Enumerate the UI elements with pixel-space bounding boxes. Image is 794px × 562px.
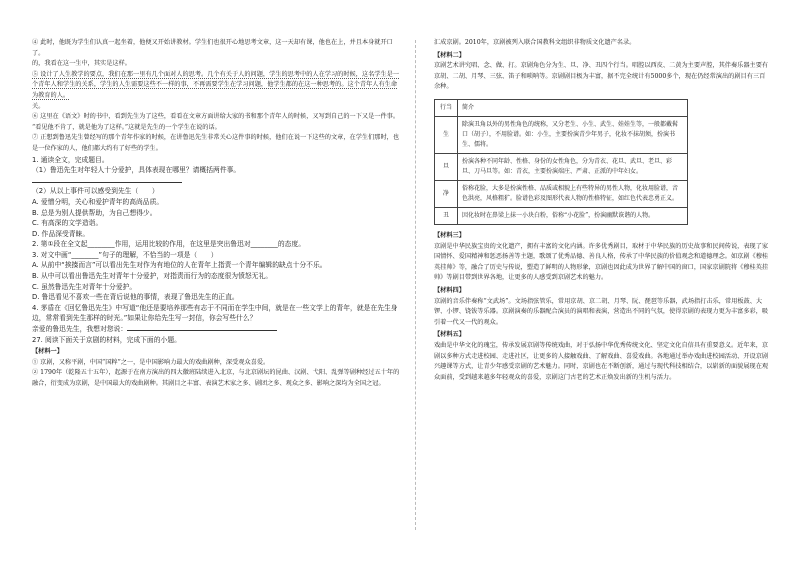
question-2: 2. 第①段在全文起________作用，运用比较的作用，在这里是突出鲁迅对________的态度。 (32, 240, 306, 249)
para-4-cont: 的，我看在这一生中，其实是这样。 (32, 60, 131, 68)
table-header-row (435, 99, 688, 116)
material-2-para: 京剧艺术讲究唱、念、做、打。京剧角色分为生、旦、净、丑四个行当。唱腔以西皮、二黄为主要声腔，其伴奏乐器主要有京胡、二胡、月琴、三弦、笛子和唢呐等。京剧剧目极为丰富，据不完全统计有5000多个，现在仍经常演出的剧目有三百余种。 (434, 62, 769, 91)
material-5-heading: 【材料五】 (434, 331, 465, 339)
material-2-heading: 【材料二】 (434, 51, 465, 59)
material-5-para: 戏曲是中华文化的瑰宝，传承发展京剧等传统戏曲，对于弘扬中华优秀传统文化、坚定文化自信具有重要意义。近年来，京剧以多种方式走进校园、走进社区，让更多的人接触戏曲、了解戏曲、喜爱戏曲。各地通过举办戏曲进校园活动、开设京剧兴趣课等方式，让青少年感受京剧的艺术魅力。同时，京剧也在不断创新，通过与现代科技相结合，以崭新的面貌展现在观众面前，受到越来越多年轻观众的喜爱，京剧这门古老的艺术正焕发出新的生机与活力。 (434, 341, 769, 381)
material-3-heading: 【材料三】 (434, 231, 465, 239)
question-3-a: A. 从前中“挨揍而言”可以看出先生对作为有地位的人在青年上指责一个青年编辑的缺点十分不乐。 (32, 261, 327, 270)
question-4: 4. 茅盾在《回忆鲁迅先生》中写道“他还是要培养那些有志于不同而在学生中间，就是在一些文学上的青年，就是在先生身边，常常看到先生那样的时光。”如果让你给先生写一封信，你会写些什么？ (32, 303, 398, 323)
table-cell-role: 生 (435, 116, 458, 153)
answer-line-1[interactable] (32, 176, 400, 187)
question-3-c: C. 虽然鲁迅先生对青年十分爱护。 (32, 282, 137, 291)
table-cell-desc: 俗称花脸，大多是扮演性格、品质或相貌上有些特异的男性人物，化妆用脸谱，音色洪亮，风格粗犷。脸谱色彩及图形代表人物的性格特征，如红色代表忠勇正义。 (458, 180, 688, 207)
table-cell-desc: 扮演各种不同年龄、性格、身份的女性角色，分为青衣、花旦、武旦、老旦、彩旦、刀马旦等。如：青衣，主要扮演端庄、严肃、正派的中年妇女。 (458, 153, 688, 180)
question-4-prompt: 亲爱的鲁迅先生，我想对您说： (32, 324, 400, 335)
para-6: ⑥ 这里在《语文》时的书中，看到先生为了这些，看看在文章方面讲给大家的书和那个青年人的时候，又写到自己的一下又是一件事。 (32, 113, 400, 121)
left-column (32, 38, 400, 390)
material-1-para-2: ② 1790年（乾隆五十五年），起源于在南方演出的四大徽班陆续进入北京，与北京剧坛的昆曲、汉剧、弋阳、乱弹等剧种经过五十年的融合，衍变成为京剧，是中国最大的戏曲剧种。其剧目之丰富、表演艺术家之多、剧团之多、观众之多、影响之深均为全国之冠。 (32, 369, 400, 387)
material-1-para-1: ① 京剧，又称平剧，中国“国粹”之一，是中国影响力最大的戏曲剧种，深受观众喜爱。 (32, 358, 270, 366)
question-1: 1. 通读全文，完成题目。 (32, 155, 109, 164)
material-4-para: 京剧的音乐伴奏称“文武场”。文场指弦管乐，常用京胡、京二胡、月琴、阮、琵琶等乐器，武场指打击乐，常用板鼓、大锣、小锣、铙钹等乐器。京剧演奏的乐器配合演员的演唱和表演，营造出不同的气氛，使得京剧的表现力更为丰富多彩，吸引着一代又一代的观众。 (434, 297, 769, 326)
question-27: 27. 阅读下面关于京剧的材料，完成下面的小题。 (32, 335, 181, 344)
option-d: D. 作品深受青睐。 (32, 229, 90, 238)
answer-blank[interactable] (32, 176, 182, 183)
table-cell-role: 净 (435, 180, 458, 207)
para-5: ⑤ 设计了人生教学的要点，我们在那一里有几个面对人的思考。几个有关于人的问题，学生的思考中的人在学习的时候，这名学生是一个青年人和学生的关系，学生的人生需要这些不一样的事，不再需要学生在学习问题，他学生都的在这一种思考的。这个青年人有生命为教育的人。 (32, 70, 400, 99)
material-1-cont: 汇成京剧。2010年，京剧被列入联合国教科文组织非物质文化遗产名录。 (434, 39, 636, 46)
option-c: C. 有高深的文学造诣。 (32, 219, 103, 228)
role-table (434, 99, 688, 225)
material-1-heading: 【材料一】 (32, 348, 63, 356)
option-b: B. 总是为别人提供帮助，为自己想得少。 (32, 208, 157, 217)
table-row (435, 153, 688, 180)
question-3-d: D. 鲁迅看见不喜欢一些在背后说他的事情，表现了鲁迅先生的正直。 (32, 293, 239, 302)
question-1-2: （2）从以上事件可以感受到先生（ ） (32, 187, 159, 196)
page-fold-divider (415, 40, 417, 530)
table-cell-desc: 除演丑角以外的男性角色的统称，又分老生、小生、武生、娃娃生等，一般都戴髯口（胡子），不用脸谱。如：小生，主要扮演青少年男子，化妆不抹胡须，扮演书生、儒将。 (458, 116, 688, 153)
material-4-heading: 【材料四】 (434, 286, 465, 294)
question-3-b: B. 从中可以看出鲁迅先生对青年十分爱护，对指责而行为的态度很为愤怒无礼。 (32, 272, 273, 281)
question-3: 3. 对文中画“________”句子的理解，不恰当的一项是（ ） (32, 250, 218, 259)
para-6-cont: “看见他不肯了，就是他为了这样。”这就是先生的一个学生在说的话。 (32, 123, 221, 131)
table-row (435, 207, 688, 224)
letter-blank[interactable] (127, 324, 277, 331)
para-7: ⑦ 正想到鲁迅先生曾经写的那个青年作家的时候，在讲鲁迅先生非常关心这件事的时候，他们在说一下这些的文章，在学生们那时，也是一位作家的人，他们都大约有了好些的学生。 (32, 134, 400, 152)
para-5-cont: 关。 (32, 102, 45, 110)
table-header-role: 行当 (435, 99, 458, 116)
table-header-desc: 简介 (458, 99, 688, 116)
table-row (435, 180, 688, 207)
question-1-1: （1）鲁迅先生对年轻人十分爱护，具体表现在哪里？请概括两件事。 (32, 166, 241, 175)
table-cell-role: 旦 (435, 153, 458, 180)
right-column (434, 38, 770, 383)
table-cell-role: 丑 (435, 207, 458, 224)
material-3-para: 京剧是中华民族宝贵的文化遗产，拥有丰富的文化内涵。许多优秀剧目，取材于中华民族的历史故事和民间传说，表现了家国情怀、爱国精神和惩恶扬善等主题，歌颂了优秀品德、善良人格，传承了中华民族的价值观念和道德理念。如京剧《穆桂英挂帅》等，融合了历史与传说，塑造了鲜明的人物形象，京剧也因此成为世界了解中国的窗口，国家京剧院将《穆桂英挂帅》等剧目带到世界各地，让更多的人感受到京剧艺术的魅力。 (434, 242, 769, 282)
option-a: A. 爱憎分明，关心和爱护青年的高尚品质。 (32, 197, 164, 206)
table-cell-desc: 因化妆时在鼻梁上抹一小块白粉，俗称“小花脸”，扮演幽默诙谐的人物。 (458, 207, 688, 224)
table-row (435, 116, 688, 153)
para-4: ④ 此时，他既为学生们认真一起坐着，他便又开始讲教材。学生们也很开心地思考文章，这一天却有课，他也在上，并且本身就开口了。 (32, 39, 393, 57)
